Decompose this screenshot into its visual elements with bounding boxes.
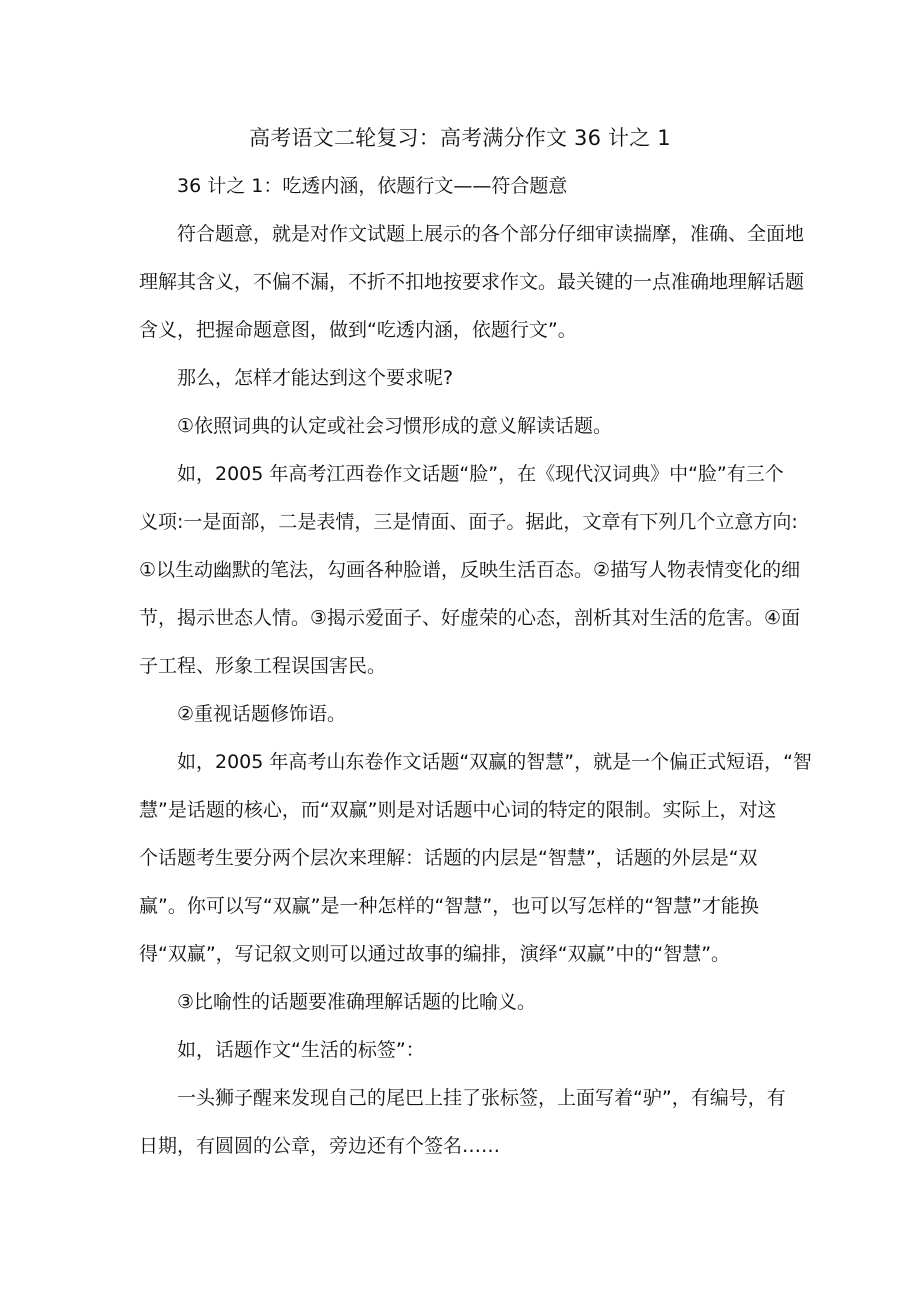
- paragraph-line: 义项:一是面部，二是表情，三是情面、面子。据此，文章有下列几个立意方向:: [139, 511, 798, 533]
- list-item: ①依照词典的认定或社会习惯形成的意义解读话题。: [177, 415, 613, 437]
- paragraph-line: 得“双赢”，写记叙文则可以通过故事的编排，演绎“双赢”中的“智慧”。: [139, 943, 731, 965]
- paragraph-line: 含义，把握命题意图，做到“吃透内涵，依题行文”。: [139, 319, 577, 341]
- paragraph-line: 如，话题作文“生活的标签”：: [177, 1039, 425, 1061]
- paragraph-line: ①以生动幽默的笔法，勾画各种脸谱，反映生活百态。②描写人物表情变化的细: [139, 559, 801, 581]
- paragraph-line: 子工程、形象工程误国害民。: [139, 655, 387, 677]
- section-heading: 36 计之 1：吃透内涵，依题行文——符合题意: [177, 175, 568, 197]
- paragraph-line: 一头狮子醒来发现自己的尾巴上挂了张标签，上面写着“驴”，有编号，有: [177, 1087, 786, 1109]
- paragraph-line: 日期，有圆圆的公章，旁边还有个签名……: [139, 1135, 501, 1157]
- paragraph-line: 慧”是话题的核心，而“双赢”则是对话题中心词的特定的限制。实际上，对这: [139, 799, 777, 821]
- paragraph-line: 赢”。你可以写“双赢”是一种怎样的“智慧”，也可以写怎样的“智慧”才能换: [139, 895, 759, 917]
- list-item: ③比喻性的话题要准确理解话题的比喻义。: [177, 991, 537, 1013]
- paragraph-line: 如，2005 年高考江西卷作文话题“脸”，在《现代汉词典》中“脸”有三个: [177, 463, 784, 485]
- document-title: 高考语文二轮复习：高考满分作文 36 计之 1: [249, 126, 671, 150]
- paragraph-line: 理解其含义，不偏不漏，不折不扣地按要求作文。最关键的一点准确地理解话题: [139, 271, 805, 293]
- paragraph-line: 节，揭示世态人情。③揭示爱面子、好虚荣的心态，剖析其对生活的危害。④面: [139, 607, 801, 629]
- list-item: ②重视话题修饰语。: [177, 703, 347, 725]
- paragraph-line: 个话题考生要分两个层次来理解：话题的内层是“智慧”，话题的外层是“双: [139, 847, 758, 869]
- paragraph-line: 那么，怎样才能达到这个要求呢?: [177, 367, 454, 389]
- paragraph-line: 符合题意，就是对作文试题上展示的各个部分仔细审读揣摩，准确、全面地: [177, 223, 805, 245]
- paragraph-line: 如，2005 年高考山东卷作文话题“双赢的智慧”，就是一个偏正式短语，“智: [177, 751, 812, 773]
